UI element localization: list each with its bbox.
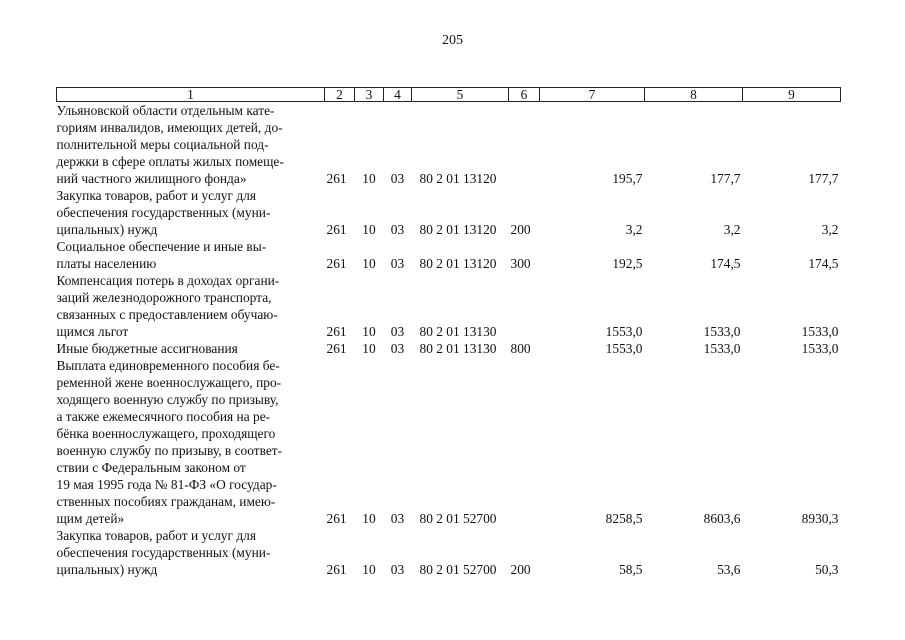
row-expense-type [509,272,540,340]
table-row [57,102,841,188]
table-row [57,357,841,527]
row-section: 10 [362,562,376,577]
row-description: Закупка товаров, работ и услуг для обеспечения государственных (муни- ципальных) нужд [56,188,271,237]
row-code: 261 [326,511,347,526]
table-row [57,527,841,578]
row-amount-year2: 53,6 [717,562,741,577]
header-cell: 1 [57,88,325,102]
row-description: Закупка товаров, работ и услуг для обеспечения государственных (муни- ципальных) нужд [56,528,271,577]
row-target-article: 80 2 01 13120 [419,171,497,186]
row-amount-year3: 8930,3 [801,511,839,526]
row-amount-year3: 1533,0 [801,324,839,339]
row-amount-year3: 174,5 [808,256,839,271]
row-expense-type [509,357,540,527]
row-amount-year2: 174,5 [710,256,741,271]
row-amount-year1: 8258,5 [605,511,643,526]
header-cell: 9 [743,88,841,102]
row-code: 261 [326,171,347,186]
row-target-article: 80 2 01 13130 [419,324,497,339]
row-amount-year1: 3,2 [625,222,643,237]
row-amount-year2: 3,2 [723,222,741,237]
row-target-article: 80 2 01 52700 [419,562,497,577]
row-code: 261 [326,256,347,271]
row-section: 10 [362,171,376,186]
row-description: Ульяновской области отдельным кате- гориям инвалидов, имеющих детей, до- полнительной меры социальной под- держки в сфере оплаты жилых помеще- ний частного жилищного фонда» [56,103,284,186]
header-cell: 4 [384,88,412,102]
row-amount-year3: 177,7 [808,171,839,186]
header-cell: 6 [509,88,540,102]
row-subsection: 03 [390,222,405,237]
row-target-article: 80 2 01 13120 [419,222,497,237]
header-cell: 3 [355,88,384,102]
row-amount-year1: 1553,0 [605,324,643,339]
row-section: 10 [362,511,376,526]
row-amount-year1: 192,5 [612,256,643,271]
row-expense-type: 200 [510,562,531,577]
table-row [57,272,841,340]
row-expense-type: 200 [510,222,531,237]
row-subsection: 03 [390,562,405,577]
row-code: 261 [326,324,347,339]
row-amount-year1: 1553,0 [605,341,643,356]
row-amount-year3: 50,3 [815,562,839,577]
row-target-article: 80 2 01 13130 [419,341,497,356]
row-code: 261 [326,222,347,237]
row-amount-year2: 1533,0 [703,324,741,339]
header-cell: 7 [540,88,645,102]
row-amount-year2: 1533,0 [703,341,741,356]
row-description: Компенсация потерь в доходах органи- заций железнодорожного транспорта, связанных с предоставлением обучаю- щимся льгот [56,273,280,339]
row-code: 261 [326,341,347,356]
row-amount-year3: 3,2 [821,222,839,237]
header-row [57,88,841,102]
row-target-article: 80 2 01 52700 [419,511,497,526]
row-subsection: 03 [390,324,405,339]
row-section: 10 [362,222,376,237]
row-code: 261 [326,562,347,577]
row-section: 10 [362,256,376,271]
row-amount-year2: 177,7 [710,171,741,186]
row-expense-type: 300 [510,256,531,271]
row-subsection: 03 [390,341,405,356]
row-subsection: 03 [390,511,405,526]
row-amount-year1: 195,7 [612,171,643,186]
row-subsection: 03 [390,256,405,271]
row-expense-type [509,102,540,188]
header-cell: 5 [412,88,509,102]
table-row [57,340,841,357]
table-row [57,238,841,272]
row-subsection: 03 [390,171,405,186]
table-row [57,187,841,238]
row-section: 10 [362,341,376,356]
budget-table [56,87,841,578]
row-expense-type: 800 [510,341,531,356]
row-target-article: 80 2 01 13120 [419,256,497,271]
row-section: 10 [362,324,376,339]
row-description: Социальное обеспечение и иные вы- платы населению [56,239,267,271]
page-number: 205 [442,33,463,48]
row-amount-year2: 8603,6 [703,511,741,526]
header-cell: 2 [325,88,355,102]
row-description: Иные бюджетные ассигнования [56,341,238,356]
row-amount-year3: 1533,0 [801,341,839,356]
row-description: Выплата единовременного пособия бе- ременной жене военнослужащего, про- ходящего военную службу по призыву, а также ежемесячного пособия на ре- бёнка военнослужащего, проходящего военную службу по призыву, в соответ- ствии с Федеральным законом от 19 мая 1995 года № 81-ФЗ «О государ- ственных пособиях гражданам, имею- щим детей» [56,358,283,526]
row-amount-year1: 58,5 [619,562,643,577]
header-cell: 8 [645,88,743,102]
